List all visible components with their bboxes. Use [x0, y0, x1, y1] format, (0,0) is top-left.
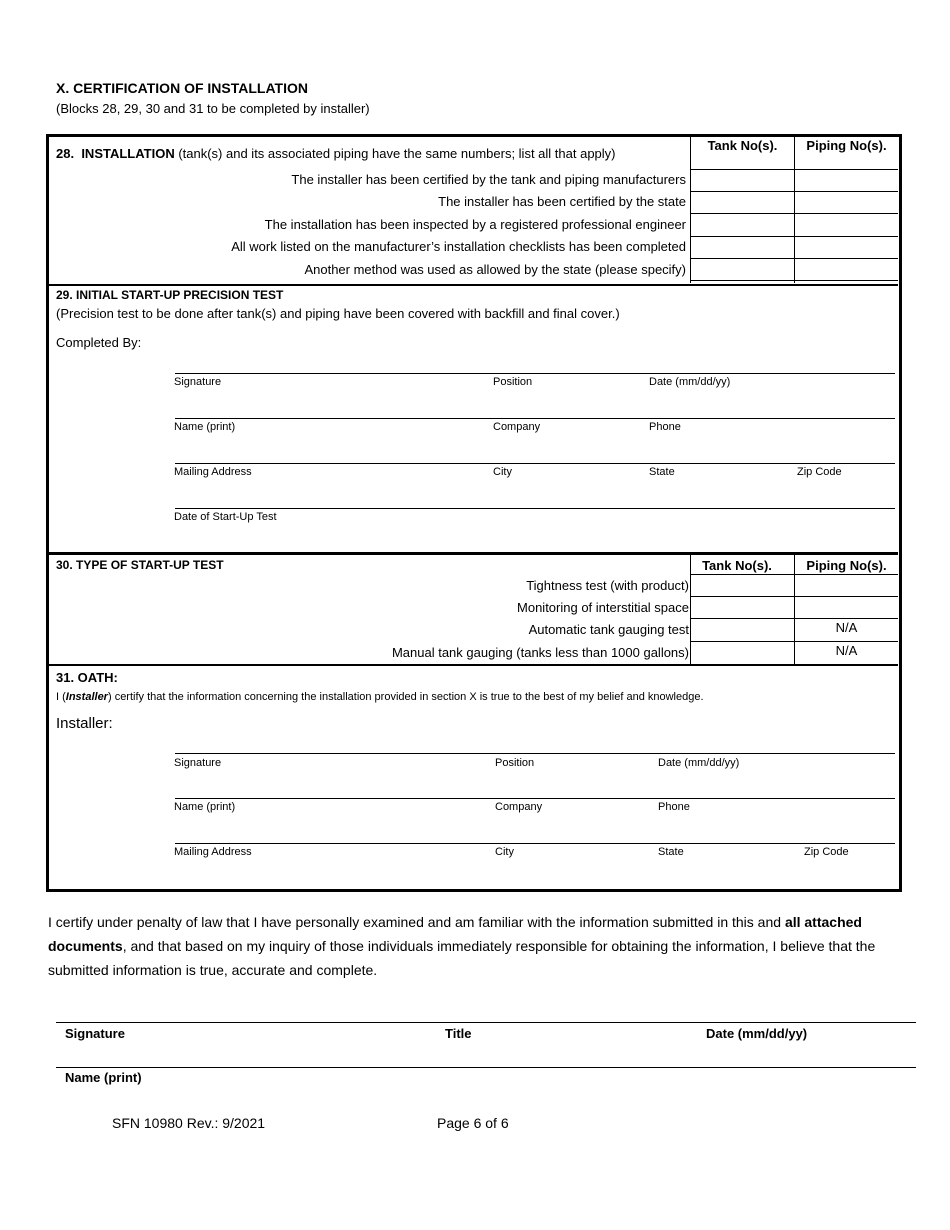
tank-input-row5[interactable] — [692, 260, 793, 279]
address-line[interactable] — [175, 463, 895, 464]
oath-position-label: Position — [495, 757, 535, 769]
section-subtitle: (Blocks 28, 29, 30 and 31 to be completed by installer) — [56, 101, 370, 116]
signoff-title-label: Title — [445, 1026, 472, 1041]
test-tank-input-4[interactable] — [692, 643, 793, 663]
test-piping-input-2[interactable] — [796, 598, 897, 617]
state-label: State — [649, 466, 675, 478]
piping-na-value: N/A — [835, 620, 858, 635]
company-label: Company — [493, 421, 541, 433]
oath-text — [56, 691, 704, 703]
startup-date-line[interactable] — [175, 508, 895, 509]
oath-zip-label: Zip Code — [804, 846, 849, 858]
signature-line[interactable] — [175, 373, 895, 374]
oath-name-line[interactable] — [175, 798, 895, 799]
oath-address-line[interactable] — [175, 843, 895, 844]
phone-label: Phone — [649, 421, 681, 433]
block28-heading — [56, 146, 616, 161]
signature-label: Signature — [174, 376, 222, 388]
test-tank-input-2[interactable] — [692, 598, 793, 617]
startup-date-label: Date of Start-Up Test — [174, 511, 277, 523]
piping-input-row1[interactable] — [796, 171, 897, 190]
piping-input-row5[interactable] — [796, 260, 897, 279]
block30-row: Tightness test (with product) — [526, 578, 689, 593]
form-number: SFN 10980 Rev.: 9/2021 — [112, 1115, 266, 1131]
city-label: City — [493, 466, 512, 478]
test-piping-input-1[interactable] — [796, 576, 897, 595]
block28-row: The installer has been certified by the tank and piping manufacturers — [291, 172, 686, 187]
signoff-date-label: Date (mm/dd/yy) — [706, 1026, 808, 1041]
block30-col-piping: Piping No(s). — [806, 558, 887, 573]
block28-row: All work listed on the manufacturer’s installation checklists has been completed — [231, 239, 686, 254]
oath-date-label: Date (mm/dd/yy) — [658, 757, 740, 769]
block28-row: The installation has been inspected by a registered professional engineer — [264, 217, 686, 232]
piping-na-value: N/A — [835, 643, 858, 658]
block30-col-tank: Tank No(s). — [702, 558, 772, 573]
oath-installer: Installer — [65, 691, 108, 703]
cert-part1: I certify under penalty of law that I have personally examined and am familiar with the information submitted in this and — [48, 914, 785, 930]
piping-input-row4[interactable] — [796, 238, 897, 257]
oath-mailing-label: Mailing Address — [174, 846, 252, 858]
block28-title: INSTALLATION — [81, 146, 175, 161]
block28-col-piping: Piping No(s). — [806, 138, 887, 153]
block28-number: 28. — [56, 146, 75, 161]
installer-label: Installer: — [56, 715, 113, 732]
oath-rest: ) certify that the information concerning the installation provided in section X is true to the best of my belief and knowledge. — [107, 691, 704, 703]
piping-input-row2[interactable] — [796, 193, 897, 212]
signoff-name-label: Name (print) — [65, 1070, 142, 1085]
oath-phone-label: Phone — [658, 801, 690, 813]
position-label: Position — [493, 376, 533, 388]
piping-input-row3[interactable] — [796, 215, 897, 235]
block31-heading: 31. OATH: — [56, 670, 118, 685]
block28-row: The installer has been certified by the state — [438, 194, 686, 209]
completed-by-label: Completed By: — [56, 335, 142, 350]
tank-input-row1[interactable] — [692, 171, 793, 190]
block28-note: (tank(s) and its associated piping have the same numbers; list all that apply) — [174, 146, 616, 161]
signoff-signature-label: Signature — [65, 1026, 125, 1041]
block28-row: Another method was used as allowed by the state (please specify) — [304, 262, 686, 277]
name-label: Name (print) — [174, 421, 236, 433]
signoff-name-line[interactable] — [56, 1067, 916, 1068]
oath-state-label: State — [658, 846, 684, 858]
date-label: Date (mm/dd/yy) — [649, 376, 731, 388]
section-title: X. CERTIFICATION OF INSTALLATION — [56, 80, 308, 96]
oath-city-label: City — [495, 846, 514, 858]
block29-note: (Precision test to be done after tank(s) and piping have been covered with backfill and final cover.) — [56, 306, 620, 321]
oath-signature-line[interactable] — [175, 753, 895, 754]
page-number: Page 6 of 6 — [437, 1115, 509, 1131]
zip-label: Zip Code — [797, 466, 842, 478]
cert-part2: , and that based on my inquiry of those individuals immediately responsible for obtaining the information, I believe that the submitted information is true, accurate and complete. — [48, 938, 876, 978]
test-tank-input-1[interactable] — [692, 576, 793, 595]
oath-company-label: Company — [495, 801, 543, 813]
tank-input-row2[interactable] — [692, 193, 793, 212]
oath-prefix: I ( — [56, 691, 66, 703]
tank-input-row3[interactable] — [692, 215, 793, 235]
block29-heading: 29. INITIAL START-UP PRECISION TEST — [56, 288, 284, 302]
mailing-address-label: Mailing Address — [174, 466, 252, 478]
certification-statement — [48, 910, 908, 982]
block28-col-tank: Tank No(s). — [707, 138, 778, 153]
block30-row: Automatic tank gauging test — [528, 622, 689, 637]
name-line[interactable] — [175, 418, 895, 419]
signoff-signature-line[interactable] — [56, 1022, 916, 1023]
oath-name-label: Name (print) — [174, 801, 236, 813]
cert-bold: all attached documents — [48, 914, 862, 954]
block30-row: Monitoring of interstitial space — [517, 600, 689, 615]
block30-row: Manual tank gauging (tanks less than 1000 gallons) — [391, 645, 689, 660]
test-tank-input-3[interactable] — [692, 620, 793, 640]
block30-heading: 30. TYPE OF START-UP TEST — [56, 558, 224, 572]
oath-signature-label: Signature — [174, 757, 222, 769]
tank-input-row4[interactable] — [692, 238, 793, 257]
